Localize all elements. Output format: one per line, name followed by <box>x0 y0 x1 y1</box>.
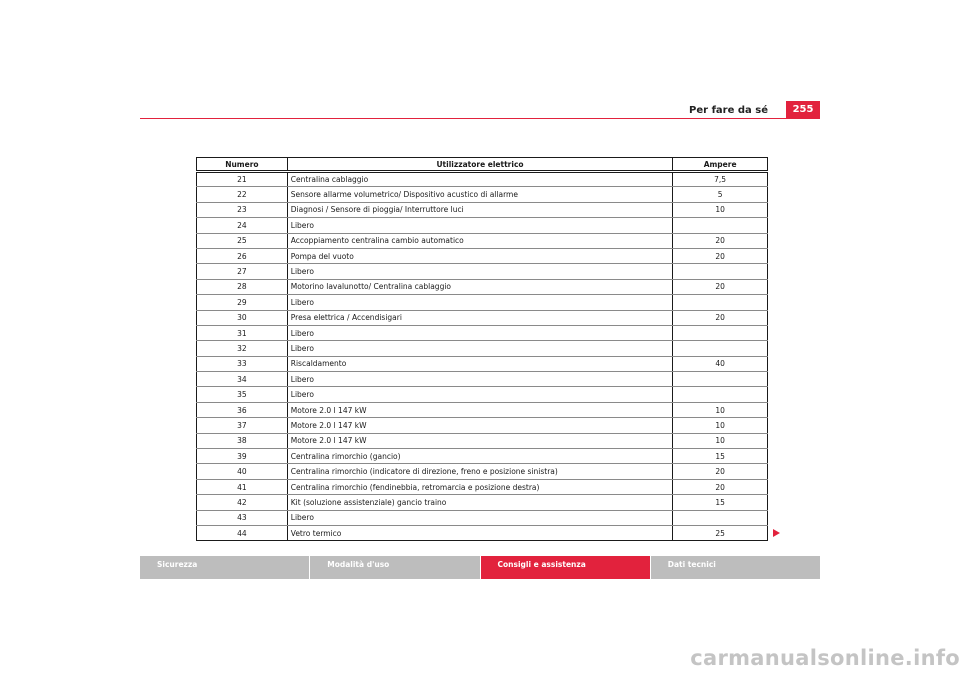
fuse-ampere <box>673 510 768 525</box>
fuse-number: 32 <box>197 341 288 356</box>
fuse-consumer: Vetro termico <box>287 525 672 540</box>
column-header-ampere: Ampere <box>673 158 768 172</box>
fuse-consumer: Libero <box>287 325 672 340</box>
fuse-number: 37 <box>197 418 288 433</box>
footer-tab-modalita-uso[interactable]: Modalità d'uso <box>310 556 479 579</box>
fuse-number: 40 <box>197 464 288 479</box>
fuse-ampere <box>673 325 768 340</box>
fuse-number: 39 <box>197 449 288 464</box>
fuse-table <box>196 157 768 541</box>
fuse-number: 26 <box>197 248 288 263</box>
fuse-ampere: 20 <box>673 233 768 248</box>
table-row <box>197 479 768 494</box>
fuse-consumer: Motore 2.0 l 147 kW <box>287 433 672 448</box>
fuse-ampere: 15 <box>673 449 768 464</box>
footer-nav <box>140 556 820 579</box>
table-row <box>197 264 768 279</box>
fuse-number: 42 <box>197 495 288 510</box>
table-row <box>197 402 768 417</box>
fuse-consumer: Motore 2.0 l 147 kW <box>287 402 672 417</box>
arrow-right-icon[interactable] <box>773 529 780 537</box>
table-row <box>197 187 768 202</box>
watermark: carmanualsonline.info <box>690 646 960 670</box>
fuse-ampere: 25 <box>715 528 725 538</box>
fuse-ampere: 15 <box>673 495 768 510</box>
table-row <box>197 387 768 402</box>
table-row <box>197 510 768 525</box>
column-header-consumer: Utilizzatore elettrico <box>287 158 672 172</box>
fuse-number: 21 <box>197 172 288 187</box>
fuse-consumer: Pompa del vuoto <box>287 248 672 263</box>
fuse-consumer: Centralina rimorchio (indicatore di direzione, freno e posizione sinistra) <box>287 464 672 479</box>
table-row <box>197 372 768 387</box>
table-row <box>197 325 768 340</box>
fuse-ampere <box>673 387 768 402</box>
fuse-ampere <box>673 218 768 233</box>
fuse-number: 33 <box>197 356 288 371</box>
table-row <box>197 341 768 356</box>
table-row <box>197 172 768 187</box>
fuse-ampere: 40 <box>673 356 768 371</box>
fuse-consumer: Motorino lavalunotto/ Centralina cablaggio <box>287 279 672 294</box>
table-row <box>197 279 768 294</box>
table-row <box>197 433 768 448</box>
fuse-number: 36 <box>197 402 288 417</box>
fuse-ampere: 20 <box>673 464 768 479</box>
fuse-number: 41 <box>197 479 288 494</box>
column-header-number: Numero <box>197 158 288 172</box>
fuse-number: 23 <box>197 202 288 217</box>
table-row <box>197 495 768 510</box>
table-row <box>197 310 768 325</box>
fuse-number: 29 <box>197 295 288 310</box>
fuse-number: 27 <box>197 264 288 279</box>
fuse-ampere <box>673 295 768 310</box>
fuse-number: 28 <box>197 279 288 294</box>
table-row <box>197 202 768 217</box>
fuse-consumer: Accoppiamento centralina cambio automatico <box>287 233 672 248</box>
fuse-number: 22 <box>197 187 288 202</box>
table-row <box>197 218 768 233</box>
fuse-ampere: 10 <box>673 418 768 433</box>
fuse-number: 31 <box>197 325 288 340</box>
fuse-number: 24 <box>197 218 288 233</box>
fuse-consumer: Libero <box>287 218 672 233</box>
table-row <box>197 248 768 263</box>
fuse-ampere: 7,5 <box>673 172 768 187</box>
fuse-ampere: 10 <box>673 433 768 448</box>
fuse-ampere: 20 <box>673 310 768 325</box>
table-row <box>197 295 768 310</box>
footer-tab-sicurezza[interactable]: Sicurezza <box>140 556 309 579</box>
fuse-ampere <box>673 372 768 387</box>
fuse-consumer: Libero <box>287 387 672 402</box>
fuse-number: 30 <box>197 310 288 325</box>
fuse-consumer: Centralina rimorchio (fendinebbia, retromarcia e posizione destra) <box>287 479 672 494</box>
fuse-number: 38 <box>197 433 288 448</box>
fuse-ampere: 10 <box>673 402 768 417</box>
fuse-consumer: Libero <box>287 264 672 279</box>
fuse-ampere <box>673 264 768 279</box>
fuse-ampere: 10 <box>673 202 768 217</box>
table-row <box>197 418 768 433</box>
footer-tab-consigli-assistenza[interactable]: Consigli e assistenza <box>481 556 650 579</box>
fuse-table-body <box>197 172 768 541</box>
header-rule <box>140 118 820 119</box>
fuse-ampere: 20 <box>673 479 768 494</box>
fuse-number: 25 <box>197 233 288 248</box>
fuse-ampere: 5 <box>673 187 768 202</box>
fuse-consumer: Riscaldamento <box>287 356 672 371</box>
table-header-row <box>197 158 768 172</box>
fuse-consumer: Motore 2.0 l 147 kW <box>287 418 672 433</box>
fuse-ampere: 20 <box>673 248 768 263</box>
fuse-number: 34 <box>197 372 288 387</box>
fuse-consumer: Libero <box>287 372 672 387</box>
page-number: 255 <box>786 101 820 119</box>
fuse-consumer: Libero <box>287 295 672 310</box>
table-row <box>197 449 768 464</box>
fuse-consumer: Sensore allarme volumetrico/ Dispositivo acustico di allarme <box>287 187 672 202</box>
fuse-consumer: Libero <box>287 341 672 356</box>
table-row <box>197 356 768 371</box>
fuse-ampere <box>673 341 768 356</box>
fuse-number: 43 <box>197 510 288 525</box>
fuse-number: 35 <box>197 387 288 402</box>
table-row <box>197 525 768 540</box>
fuse-consumer: Libero <box>287 510 672 525</box>
table-row <box>197 464 768 479</box>
table-row <box>197 233 768 248</box>
fuse-consumer: Presa elettrica / Accendisigari <box>287 310 672 325</box>
fuse-ampere: 20 <box>673 279 768 294</box>
footer-tab-dati-tecnici[interactable]: Dati tecnici <box>651 556 820 579</box>
fuse-consumer: Centralina cablaggio <box>287 172 672 187</box>
fuse-number: 44 <box>197 525 288 540</box>
header-title: Per fare da sé <box>689 105 768 116</box>
fuse-consumer: Diagnosi / Sensore di pioggia/ Interruttore luci <box>287 202 672 217</box>
fuse-consumer: Centralina rimorchio (gancio) <box>287 449 672 464</box>
fuse-consumer: Kit (soluzione assistenziale) gancio traino <box>287 495 672 510</box>
